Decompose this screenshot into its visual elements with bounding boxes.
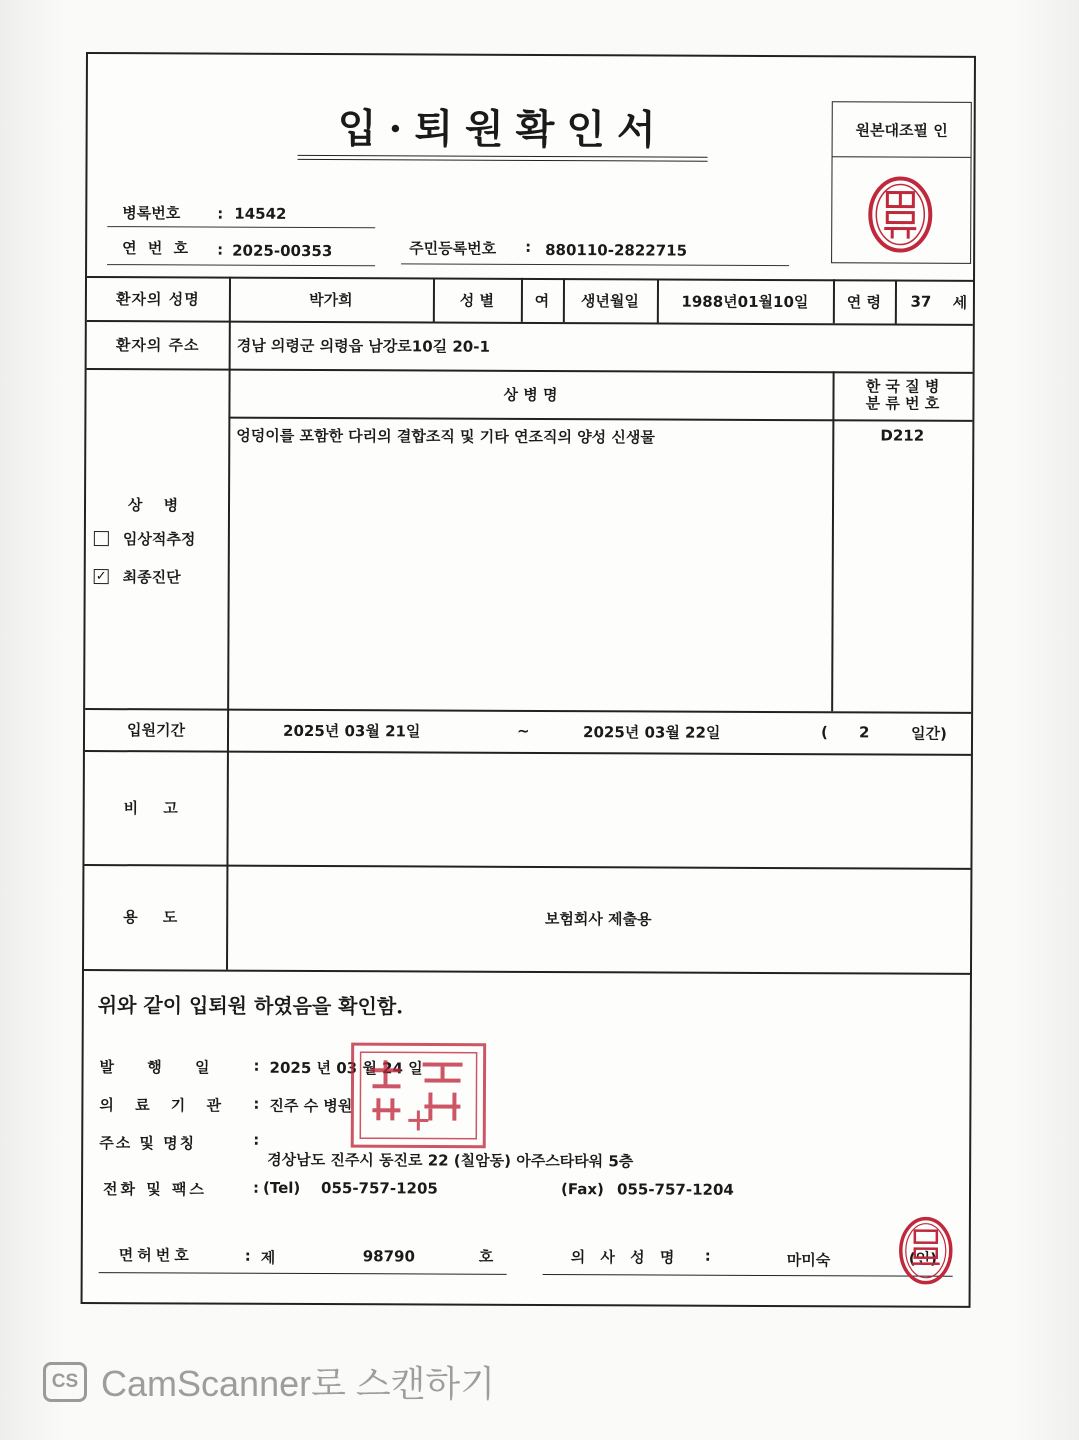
record-no-underline	[107, 226, 375, 228]
final-diagnosis-label: 최종진단	[122, 568, 181, 587]
serial-no-colon: :	[217, 240, 224, 259]
seal-stamp-icon	[862, 172, 938, 256]
serial-no-underline	[107, 264, 375, 266]
license-number: 98790	[362, 1247, 415, 1266]
patient-name-label: 환자의 성명	[116, 289, 200, 308]
final-diagnosis-checkbox: ✓	[94, 569, 109, 584]
birth-label: 생년월일	[580, 291, 639, 310]
address-name-label: 주소 및 명칭	[99, 1134, 197, 1153]
license-label: 면허번호	[118, 1246, 193, 1265]
license-colon: :	[244, 1246, 251, 1265]
license-prefix: 제	[260, 1248, 276, 1267]
address-label: 환자의 주소	[115, 335, 200, 354]
doctor-name-colon: :	[704, 1246, 711, 1265]
phone-fax-label: 전화 및 팩스	[102, 1180, 207, 1199]
record-no-value: 14542	[234, 204, 287, 223]
address-name-colon: :	[253, 1130, 260, 1149]
age-unit: 세	[952, 293, 968, 312]
purpose-label: 용 도	[123, 908, 188, 927]
doctor-seal-icon	[896, 1213, 956, 1289]
resident-no-colon: :	[525, 237, 532, 256]
record-no-label: 병록번호	[122, 204, 181, 223]
clinical-estimate-checkbox	[94, 531, 109, 546]
resident-no-label: 주민등록번호	[409, 239, 497, 258]
camscanner-text: CamScanner로 스캔하기	[101, 1363, 495, 1404]
fax-number: 055-757-1204	[617, 1180, 734, 1199]
patient-name: 박가희	[309, 290, 353, 309]
remarks-value	[226, 751, 970, 868]
diagnosis-label: 상 병	[127, 495, 187, 514]
age-label: 연 령	[846, 292, 882, 311]
doctor-seal-mark: (인)	[908, 1249, 937, 1268]
doctor-name: 마미숙	[786, 1251, 831, 1270]
disease-name-header: 상 병 명	[503, 385, 558, 404]
issue-date-colon: :	[253, 1056, 260, 1075]
institution-label: 의 료 기 관	[99, 1096, 230, 1115]
fax-prefix: (Fax)	[561, 1180, 604, 1199]
sex-value: 여	[534, 291, 550, 310]
resident-no-underline	[401, 263, 789, 266]
record-no-colon: :	[217, 204, 224, 223]
camscanner-watermark	[43, 1356, 495, 1407]
admission-days-unit: 일간)	[910, 724, 947, 743]
admission-end: 2025년 03월 22일	[582, 722, 721, 742]
clinical-estimate-label: 임상적추정	[122, 530, 196, 549]
admission-open-paren: (	[820, 723, 828, 742]
disease-code-header-line1: 한 국 질 병	[865, 377, 940, 396]
serial-no-label: 연 번 호	[122, 239, 192, 258]
admission-days: 2	[858, 723, 870, 742]
admission-tilde: ~	[517, 721, 530, 740]
doctor-name-label: 의 사 성 명	[570, 1248, 680, 1267]
institution-colon: :	[253, 1094, 260, 1113]
original-check-label: 원본대조필 인	[833, 102, 971, 158]
original-check-box	[831, 101, 972, 264]
tel-number: 055-757-1205	[321, 1179, 438, 1198]
document-title: 입·퇴원확인서	[337, 105, 668, 154]
institution-name: 진주 수 병원	[269, 1096, 353, 1116]
license-suffix: 호	[478, 1247, 494, 1266]
license-underline	[99, 1272, 507, 1275]
disease-code: D212	[880, 426, 925, 445]
patient-address: 경남 의령군 의령읍 남강로10길 20-1	[236, 336, 490, 356]
disease-name: 엉덩이를 포함한 다리의 결합조직 및 기타 연조직의 양성 신생물	[236, 426, 655, 446]
admission-start: 2025년 03월 21일	[283, 721, 421, 740]
sex-label: 성 별	[459, 291, 495, 310]
confirmation-statement: 위와 같이 입퇴원 하였음을 확인함.	[97, 993, 404, 1019]
camscanner-logo-icon: CS	[43, 1362, 87, 1402]
issue-date: 2025 년 03 월 24 일	[269, 1058, 423, 1078]
purpose-value: 보험회사 제출용	[544, 910, 652, 929]
disease-code-header	[832, 371, 972, 420]
tel-prefix: (Tel)	[263, 1178, 301, 1197]
disease-code-header-line2: 분 류 번 호	[865, 394, 940, 413]
phone-fax-colon: :	[253, 1178, 260, 1197]
remarks-label: 비 고	[123, 798, 188, 817]
doctor-underline	[543, 1274, 953, 1277]
clinical-estimate-option	[94, 528, 196, 549]
admission-period-label: 입원기간	[127, 720, 186, 739]
institution-address: 경상남도 진주시 동진로 22 (칠암동) 아주스타타워 5층	[267, 1150, 634, 1171]
final-diagnosis-option	[94, 566, 181, 587]
admission-discharge-certificate	[81, 52, 976, 1308]
hospital-stamp-icon	[348, 1040, 488, 1151]
birth-value: 1988년01월10일	[681, 292, 809, 311]
serial-no-value: 2025-00353	[232, 241, 333, 261]
age-value: 37	[910, 292, 932, 311]
resident-no-value: 880110-2822715	[545, 241, 688, 260]
issue-date-label: 발 행 일	[99, 1058, 224, 1077]
title-underline-2	[298, 159, 708, 162]
